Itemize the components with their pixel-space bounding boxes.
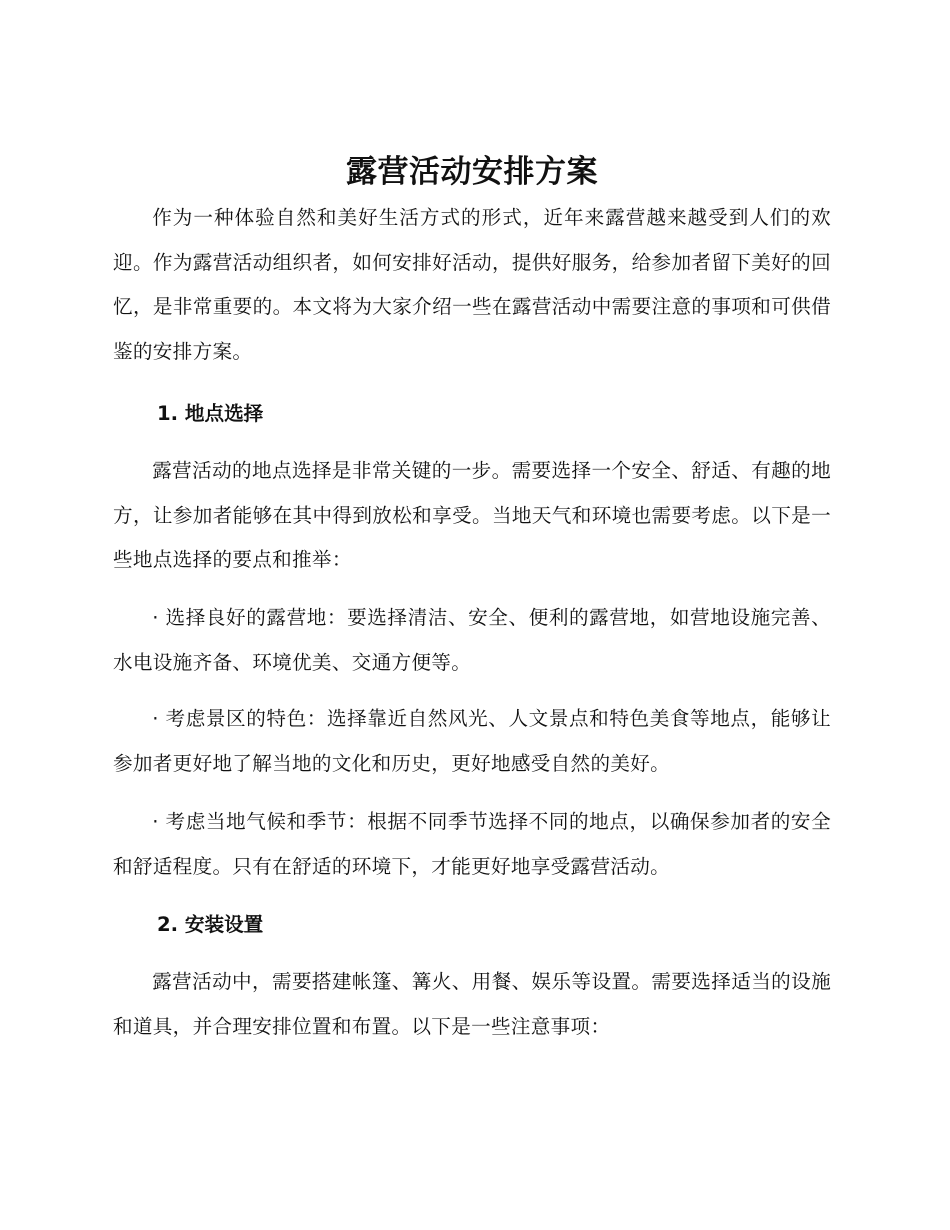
bullet-climate-season: · 考虑当地气候和季节：根据不同季节选择不同的地点，以确保参加者的安全和舒适程度。只有在舒适的环境下，才能更好地享受露营活动。 xyxy=(113,810,831,878)
section-heading-setup: 2. 安装设置 xyxy=(157,913,264,936)
bullet-scenic-features: · 考虑景区的特色：选择靠近自然风光、人文景点和特色美食等地点，能够让参加者更好地了解当地的文化和历史，更好地感受自然的美好。 xyxy=(113,707,831,775)
bullet-campsite: · 选择良好的露营地：要选择清洁、安全、便利的露营地，如营地设施完善、水电设施齐备、环境优美、交通方便等。 xyxy=(113,606,831,674)
section-heading-location: 1. 地点选择 xyxy=(157,402,264,425)
intro-paragraph: 作为一种体验自然和美好生活方式的形式，近年来露营越来越受到人们的欢迎。作为露营活动组织者，如何安排好活动，提供好服务，给参加者留下美好的回忆，是非常重要的。本文将为大家介绍一些在露营活动中需要注意的事项和可供借鉴的安排方案。 xyxy=(113,206,831,363)
section-location-body: 露营活动的地点选择是非常关键的一步。需要选择一个安全、舒适、有趣的地方，让参加者能够在其中得到放松和享受。当地天气和环境也需要考虑。以下是一些地点选择的要点和推举： xyxy=(113,459,831,571)
document-title: 露营活动安排方案 xyxy=(346,154,598,190)
section-setup-body: 露营活动中，需要搭建帐篷、篝火、用餐、娱乐等设置。需要选择适当的设施和道具，并合理安排位置和布置。以下是一些注意事项： xyxy=(113,970,831,1038)
